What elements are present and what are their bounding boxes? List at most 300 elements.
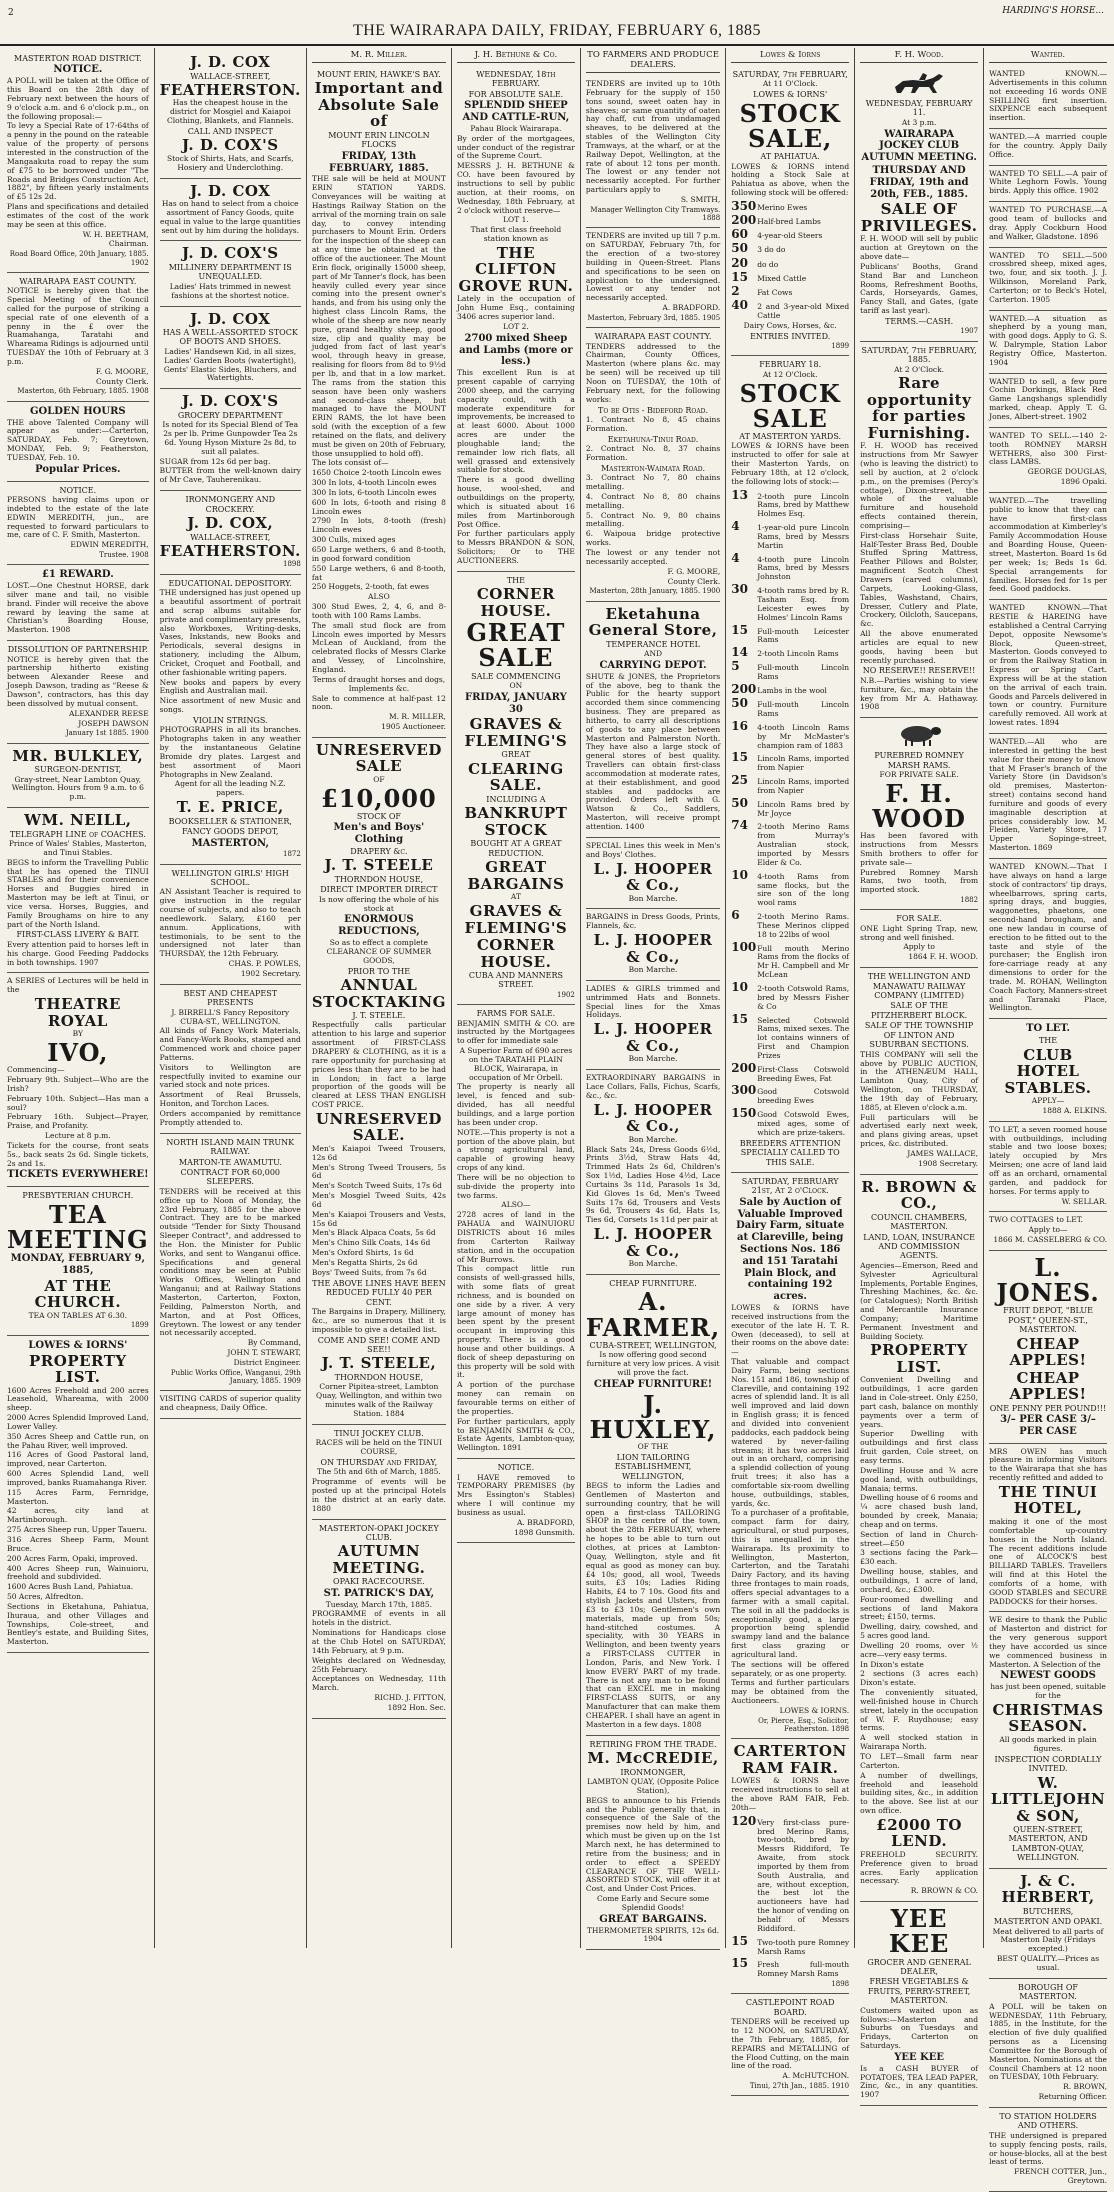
ad-text: LOWES & IORNS. [779, 1705, 850, 1715]
ad-text: 1892 Hon. Sec. [387, 1702, 446, 1712]
ad-text: Full particulars will be advertised early next week, and plans giving areas, upset prices, &c. distributed. [860, 1112, 979, 1149]
ad-text: RICHD. J. FITTON, [374, 1693, 446, 1703]
ad-headline: SALE OF PRIVILEGES. [860, 200, 978, 235]
ad-text: The conveniently situated, well-finished house in Church street, lately in the occupation of W. F. Ruydhouse; easy terms. [860, 1688, 979, 1733]
column-header: J. H. Bethune & Co. [457, 50, 575, 63]
ad-text: NOTICE is hereby given that the Special Meeting of the Council called for the purpose of striking a special rate of one eleventh of a penny in the £ over the Ruamahanga, Taratahi and Whareama Ridings is adjourned until TUESDAY the 10th of February at 3 p.m. [7, 286, 149, 366]
stock-lot [731, 1061, 849, 1084]
ad-text: WAIRARAPA EAST COUNTY. [19, 276, 137, 286]
ad-headline: PROPERTY LIST. [870, 1341, 968, 1376]
ad-headline: CLUB HOTEL STABLES. [1004, 1045, 1092, 1097]
ad-text: Apply to— [1028, 1225, 1068, 1235]
ad-headline: CHEAP FURNITURE! [593, 1378, 713, 1390]
ad-text: That first class freehold station known as [470, 225, 562, 244]
ad-text: 1902 Secretary. [240, 969, 301, 979]
advertisement [312, 66, 446, 738]
stock-lot [731, 1814, 849, 1934]
lot-quantity: 200 [731, 682, 757, 697]
advertisement [160, 575, 301, 865]
ad-text: Public Works Office, Wanganui, 29th January, 1885. 1909 [170, 1368, 301, 1386]
lot-description: Full-mouth Leicester Rams [757, 626, 850, 645]
ad-text: WEDNESDAY, FEBRUARY 11. [865, 98, 973, 118]
advertisement [989, 859, 1107, 1019]
lot-description: Lincoln Rams bred by Mr Joyce [757, 799, 850, 818]
ad-text: Masterton, February 3rd, 1885. 1905 [587, 313, 721, 322]
lot-quantity: 15 [731, 1011, 748, 1026]
ad-text: Programme of events will be posted up at the principal Hotels in the district at an early date. 1880 [311, 1477, 446, 1513]
ad-text: The sections will be offered separately, or as one property. [731, 1659, 850, 1678]
ad-text: Plans and specifications and detailed estimates of the cost of the work may be seen at this office. [7, 202, 149, 229]
page-number: 2 [8, 8, 14, 18]
ad-text: THE undersigned has just opened up a beautiful assortment of portrait and scrap albums suitable for private and complimentary presents, also Workboxes, Writing-desks, Vases, Inkstands, new Books and Periodicals, several designs in stationery, including the Album, Cricket, Croquet and Football, and other fashionable writing papers. [159, 588, 301, 677]
ad-text: 1905 Auctioneer. [381, 722, 446, 732]
advertisement [989, 2108, 1107, 2192]
ad-headline: FEATHERSTON. [159, 80, 301, 99]
advertisement [7, 744, 149, 808]
ad-text: has just been opened, suitable for the [990, 1682, 1106, 1701]
ad-text: Masterton, 28th January, 1885. 1900 [589, 587, 721, 596]
ad-text: Tinui, 27th Jan., 1885. 1910 [749, 2082, 850, 2091]
ad-headline: THE TINUI HOTEL, [998, 1482, 1098, 1518]
ad-text: M. R. MILLER, [388, 712, 446, 722]
ad-text: A SERIES of Lectures will be held in the [7, 976, 149, 995]
ad-headline: 3/– PER CASE 3/– PER CASE [1000, 1414, 1096, 1437]
ad-headline: L. J. HOOPER & Co., [593, 1225, 713, 1260]
column-6 [726, 48, 855, 2091]
ad-text: BEGS to inform the Ladies and Gentlemen of Masterton and surrounding country, that he will open a first-class TAILORING SHOP in the centre of the town, about the 28th FEBRUARY, where he hopes to be able to turn out clothes, at prices at Lambton-Quay, Wellington, style and fit equal as good as money can buy. £4 10s; good, all wool, Tweeds suits, £3 10s; Ladies Riding Habits, £4 to 7 10s. Good fits and stylish Jackets and Ulsters, from £3 to £3 10s; Gentlemen's own materials, made up from 50s; hand-stitched costumes. A speciality, with 30 YEARS in Wellington, and been twenty years a FIRST-CLASS CUTTER in London, Paris, and New York. I know EVERY PART of my trade. There is not any man to be found that can EXCEL me in making FIRST-CLASS SUITS, or any Manufacturer that can make them CHEAPER. I shall have an agent in Masterton in a few days. 1808 [585, 1481, 721, 1729]
ad-text: LOWES & IORNS have been instructed to offer for sale at their Masterton Yards, on February 18th, at 12 o'clock, the following lots of stock:— [731, 441, 850, 486]
advertisement [586, 602, 720, 838]
ad-text: LAND, LOAN, INSURANCE AND COMMISSION AGENTS. [863, 1232, 975, 1261]
ad-text: 1888 A. ELKINS. [1042, 1105, 1107, 1115]
ad-text: SALE OF THE TOWNSHIP OF LINTON AND SUBURBAN SECTIONS. [864, 1021, 974, 1050]
advertisement [312, 1520, 446, 1719]
ad-text: THE ABOVE LINES HAVE BEEN REDUCED FULLY 40 PER CENT. [312, 1278, 446, 1307]
ad-text: ALEXANDER REESE [69, 708, 149, 718]
lot-description: 4-tooth rams bred by R. Tasham Esq. from Leicester ewes by Holmes' Lincoln Rams [757, 586, 850, 622]
ad-text: Nice assortment of new Music and songs. [159, 696, 301, 715]
advertisement [7, 808, 149, 973]
ad-headline: STOCK SALE, [739, 98, 841, 153]
ad-text: AT [510, 892, 521, 902]
lot-description: 1-year-old pure Lincoln Rams, bred by Messrs Martin [757, 523, 850, 550]
ad-headline: Important and Absolute Sale of [314, 79, 444, 131]
ad-headline: R. BROWN & CO., [861, 1177, 977, 1213]
stock-lot [731, 818, 849, 867]
ad-text: Agent for all the leading N.Z. papers. [174, 779, 286, 798]
ad-text: 1600 Acres Bush Land, Pahiatua. [7, 1582, 134, 1592]
ad-headline: STOCK SALE [739, 378, 841, 433]
ad-text: Nominations for Handicaps close at the Club Hotel on SATURDAY, 14th February, at 9 p.m. [311, 1628, 446, 1655]
ad-text: 1908 Secretary. [918, 1158, 979, 1168]
ad-text: 1898 Gunsmith. [514, 1527, 575, 1537]
ad-headline: L. J. HOOPER & Co., [593, 931, 713, 966]
ad-text: 2000 Acres Splendid Improved Land, Lower Valley. [7, 1413, 149, 1431]
ad-text: 400 Acres Sheep run, Wainuioru, freehold and subdivided. [7, 1563, 149, 1582]
ad-text: SALE COMMENCING [471, 671, 561, 681]
ad-text: WALLACE-STREET, [190, 71, 271, 81]
ad-headline: £2000 TO LEND. [876, 1815, 962, 1851]
ad-text: 1896 Opaki. [1060, 477, 1107, 487]
ad-headline: PROPERTY LIST. [29, 1351, 127, 1386]
lot-quantity: 15 [731, 1933, 748, 1948]
ad-text: Manager Wellington City Tramways. 1888 [590, 205, 721, 223]
ad-text: Sections in Eketahuna, Pahiatua, Ihuraua, and other Villages and Townships, Cole-street, and Bentley's estate, and Building Sites, Masterton. [7, 1601, 149, 1647]
stock-lot [731, 241, 849, 255]
ad-headline: SPLENDID SHEEP AND CATTLE-RUN, [462, 100, 570, 124]
ad-text: 550 Large wethers, 6 and 8-tooth, fat [311, 563, 446, 582]
ad-text: S. SMITH, [680, 195, 721, 204]
ad-text: F. H. WOOD will sell by public auction at Greytown on the above date— [860, 234, 979, 262]
ad-text: BREEDERS ATTENTION SPECIALLY CALLED TO THIS SALE. [739, 1138, 841, 1167]
advertisement [860, 968, 978, 1174]
lot-quantity: 50 [731, 241, 748, 256]
ad-headline: J. D. COX'S [181, 136, 279, 155]
ad-headline: J. HUXLEY, [589, 1389, 717, 1444]
ad-text: TEMPERANCE HOTEL [606, 639, 700, 649]
ad-text: JOHN T. STEWART, [227, 1348, 301, 1358]
ad-text: PROGRAMME of events in all hotels in the district. [311, 1609, 446, 1628]
ad-text: SATURDAY, FEBRUARY 21st, At 2 o'Clock. [741, 1176, 839, 1196]
ad-headline: F. H. WOOD [872, 778, 966, 834]
ad-text: A. BRADFORD. [662, 303, 721, 313]
ad-text: MRS OWEN has much pleasure in informing Visitors to the Wairarapa that she has recently refitted and added to [989, 1446, 1107, 1483]
ad-text: Bon Marche. [628, 1134, 678, 1144]
ad-headline: UNRESERVED SALE. [315, 1109, 442, 1145]
ad-text: CHAS. P. POWLES, [228, 959, 301, 969]
ad-text: Superior Dwelling with outbuildings and first class fruit garden, Cole street, on easy terms. [860, 1429, 979, 1466]
ad-text: Is noted for its Special Blend of Tea 2s per lb. Prime Gunpowder Tea 2s 6d. Young Hyson Mixture 2s 8d, to suit all palates. [162, 420, 299, 456]
ad-text: Boys' Tweed Suits, from 7s 6d [311, 1267, 427, 1277]
ad-text: 1600 Acres Freehold and 200 acres Leasehold, Whareama, with 2000 sheep. [7, 1385, 149, 1413]
ad-text: Bon Marche. [628, 1054, 678, 1064]
lot-quantity: 50 [731, 696, 748, 711]
ad-headline: Sale by Auction of Valuable Improved Dairy Farm, situate at Clareville, being Sections Nos. 186 and 151 Taratahi Plain Block, and containing 192 acres. [736, 1196, 845, 1303]
ad-text: Bon Marche. [628, 1259, 678, 1269]
ad-headline: ST. PATRICK'S DAY, [323, 1587, 435, 1599]
ad-text: GROCERY DEPARTMENT [177, 410, 283, 420]
ad-text: 1882 [960, 896, 979, 905]
ad-text: WELLINGTON GIRLS' HIGH SCHOOL. [171, 868, 289, 887]
ad-text: MASTERTON ROAD DISTRICT. [14, 54, 142, 63]
advertisement [989, 202, 1107, 247]
ad-text: FEBRUARY 18. [759, 360, 822, 370]
ad-text: By Command, [247, 1338, 301, 1348]
ad-text: F. H. WOOD has received instructions from Mr Sawyer (who is leaving the district) to sell by auction, at 2 o'clock p.m., on the premises (Percy's cottage), Dixon-street, the whole of the valuable furniture and household effects contained therein, comprising— [860, 441, 979, 530]
ad-text: LION TAILORING ESTABLISHMENT, WELLINGTON, [614, 1452, 692, 1481]
ad-text: LAMBTON QUAY, (Opposite Police Station), [587, 1777, 719, 1795]
ad-headline: UNRESERVED SALE [315, 740, 442, 776]
ad-text: AT PAHIATUA. [760, 152, 820, 162]
ad-text: IRONMONGER, [620, 1767, 686, 1777]
lot-description: 2-tooth Lincoln Rams [757, 649, 839, 659]
ad-text: CALL AND INSPECT [187, 126, 273, 136]
ad-text: Men's Kaiapoi Trousers and Vests, 15s 6d [311, 1209, 446, 1228]
lot-quantity: 150 [731, 1106, 757, 1121]
ad-headline: M. McCREDIE, [587, 1749, 719, 1768]
ad-headline: FEATHERSTON. [159, 541, 301, 560]
stock-lot [731, 980, 849, 1012]
ad-text: Tickets for the course, front seats 5s., back seats 2s 6d. Single tickets, 2s and 1s. [7, 1140, 149, 1168]
lot-description: Lincoln Rams, imported from Napier [757, 754, 850, 773]
ad-text: 5. Contract No. 9, 80 chains metalling. [585, 510, 721, 529]
lot-description: Lambs in the wool [757, 686, 827, 696]
ad-text: TERMS.—CASH. [885, 316, 954, 326]
ad-text: The lots consist of— [311, 458, 389, 468]
ad-headline: J. D. COX [190, 53, 271, 71]
ad-headline: WM. NEILL, [24, 811, 132, 830]
ad-text: Lately in the occupation of John Hume Esq., containing 3406 acres superior land. [456, 294, 575, 322]
ad-text: FRENCH COTTER, Jun., Greytown. [1014, 2167, 1107, 2186]
advertisement [457, 572, 575, 1005]
ad-text: A. BRADFORD, [516, 1517, 575, 1527]
lot-quantity: 25 [731, 773, 748, 788]
ad-text: 42 acres, city land at Martinborough. [7, 1506, 149, 1525]
ad-text: 650 Large wethers, 6 and 8-tooth, in good forward condition [311, 545, 446, 563]
ad-text: NORTH ISLAND MAIN TRUNK RAILWAY. [166, 1137, 295, 1157]
ad-text: Tuesday, March 17th, 1885. [325, 1599, 432, 1609]
ad-text: February 16th. Subject—Prayer, Praise, and Profanity. [7, 1112, 149, 1131]
advertisement [731, 66, 849, 356]
lot-quantity: 50 [731, 795, 748, 810]
ad-text: ON THURSDAY and FRIDAY, [320, 1457, 438, 1467]
ad-text: BEST AND CHEAPEST PRESENTS [183, 988, 278, 1008]
stock-lot [731, 488, 849, 520]
column-header: Wanted. [989, 50, 1107, 63]
advertisement [160, 389, 301, 491]
ad-text: Prince of Wales' Stables, Masterton, and Tinui Stables. [8, 839, 147, 857]
ad-text: Four-roomed dwelling and sections of land Makora street; £150, terms. [860, 1594, 979, 1622]
ad-headline: CARTERTON RAM FAIR. [733, 1742, 847, 1777]
ad-text: WANTED KNOWN.—That RESTIE & HAREING have established a Central Carrying Depot, opposite Newsome's Block, Queen-street, Masterton. Goods conveyed to or from the Railway Station in Express or Spring Cart. Express will be at the station on the arrival of each train. Goods and Parcels delivered in town or country. Furniture carefully removed. All work at lowest rates. 1894 [989, 603, 1107, 728]
ad-text: ONE PENNY PER POUND!!! [989, 1403, 1107, 1413]
ad-text: 300 In lots, 4-tooth Lincoln ewes [311, 478, 437, 488]
stock-lot [731, 213, 849, 227]
ad-headline: THURSDAY AND FRIDAY, 19th and 20th, FEB., 1885. [869, 164, 969, 200]
lot-quantity: 120 [731, 1813, 757, 1828]
ad-text: BARGAINS in Dress Goods, Prints, Flannels, &c. [585, 912, 721, 931]
ad-text: LOST.—One Chestnut HORSE, dark silver mane and tail, no visible brand. Finder will receive the above reward by leaving the same at Christian's Boarding House, Masterton. 1908 [7, 581, 149, 635]
ad-text: BOOKSELLER & STATIONER, [168, 816, 292, 826]
lot-quantity: 4 [731, 550, 740, 565]
ad-text: District Engineer. [233, 1357, 301, 1367]
advertisement [860, 718, 978, 910]
lot-description: Very first-class pure-bred Merino Rams, two-tooth, bred by Messrs Riddiford, Te Awaite, from stock imported by them from South Australia, and are, without exception, the best lot the auctioneers have had the honor of vending on behalf of Messrs Riddiford. [757, 1817, 850, 1933]
advertisement [586, 1736, 720, 1951]
ad-text: VIOLIN STRINGS. [192, 715, 268, 725]
ad-text: APPLY— [1031, 1096, 1065, 1106]
ad-headline: CHEAP APPLES! [1009, 1368, 1087, 1404]
lot-description: Good Cotswold Ewes, mixed ages, some of which are prize-takers. [757, 1110, 850, 1137]
lot-quantity: 200 [731, 213, 757, 228]
advertisement [989, 1122, 1107, 1213]
ad-text: A POLL will be taken on WEDNESDAY, 11th February, 1885, in the Institute, for the election of five duly qualified persons as a Licensing Committee for the Borough of Masterton. Nominations at the Council Chambers at 12 noon on TUESDAY, 10th February. [989, 2001, 1107, 2082]
ad-text: EDWIN MEREDITH, [70, 540, 149, 550]
ad-headline: W. LITTLEJOHN & SON, [990, 1773, 1106, 1825]
ad-text: Visitors to Wellington are respectfully invited to examine our varied stock and note prices. [159, 1062, 301, 1090]
ad-text: TO STATION HOLDERS AND OTHERS. [999, 2112, 1097, 2131]
lot-quantity: 13 [731, 487, 748, 502]
ad-text: Men's Scotch Tweed Suits, 17s 6d [311, 1181, 442, 1191]
ad-text: Trustee. 1908 [99, 551, 149, 560]
ad-text: MARTON-TE AWAMUTU. [178, 1157, 282, 1167]
advertisement [160, 50, 301, 179]
stock-lot [731, 645, 849, 659]
ad-text: SUGAR from 12s 6d per bag. [159, 456, 271, 466]
ad-text: TWO COTTAGES to LET. [989, 1215, 1083, 1225]
ad-text: 316 Acres Sheep Farm, Mount Bruce. [7, 1535, 149, 1553]
ad-text: 300 In lots, 6-tooth Lincoln ewes [311, 487, 437, 497]
ad-text: WANTED.—A married couple for the country. Apply Daily Office. [989, 132, 1107, 159]
ad-text: ONE Light Spring Trap, new, strong and well finished. [860, 923, 979, 942]
ad-text: TO LET, a seven roomed house with outbuildings, including stable and two loose boxes; lately occupied by Mrs Meirsen; one acre of land laid off as an orchard, ornamental garden, and paddock for horses. For terms apply to [989, 1124, 1107, 1196]
ad-headline: THEATRE ROYAL [34, 995, 121, 1030]
ad-text: Bon Marche. [628, 893, 678, 903]
ad-text: GEORGE DOUGLAS, [1027, 467, 1107, 477]
ad-text: Orders accompanied by remittance Promptly attended to. [159, 1109, 301, 1127]
ad-text: F. G. MOORE, [667, 566, 721, 576]
ad-text: 1902 [557, 990, 575, 999]
ad-text: Is now offering the whole of his stock at [318, 894, 439, 913]
ad-text: THE sale will be held at MOUNT ERIN STATION YARDS. Conveyances will be waiting at Hastings Railway Station on the arrival of the morning train on sale day, to convey intending purchasers to Mount Erin. Orders for the inspection of the sheep can at any time be obtained at the office of the auctioneer. The Mount Erin flock, originally 15000 sheep, part of Mr Tanner's flock, has been heavily culled every year since coming into the present owner's hands, and from his using only the highest class Lincoln Rams, the whole of the sheep are now nearly pure, grand healthy sheep, good size, clip and quality may be judged from fact of last year's wool, through heavy in grease, realising for floors from 8d to 9½d per lb, and that in a low market. The rams from the station this season have been only washers and second-class sheep, but managed to have the MOUNT ERIN RAMS, the lot have been sold (with the exception of a few retained on the flats, and delivery must be given on 20th of February, those unsupplied to hold off). [311, 174, 446, 458]
ad-text: 2 sections (3 acres each) Dixon's estate. [860, 1669, 979, 1688]
advertisement [160, 865, 301, 985]
ad-text: Dwelling, dairy, cowshed, and 5 acres good land. [860, 1622, 979, 1641]
ad-text: 300 Culls, mixed ages [311, 535, 396, 545]
ad-text: Eketahuna-Tinui Road. [607, 434, 699, 444]
lot-quantity: 14 [731, 645, 748, 660]
ad-text: January 1st 1885. 1900 [65, 729, 149, 738]
ad-text: PRESBYTERIAN CHURCH. [22, 1191, 134, 1201]
ad-text: A Superior Farm of 690 acres on the TARATAHI PLAIN BLOCK, Wairarapa, in occupation of Mr Orbell. [459, 1046, 573, 1082]
lot-description: 2-tooth Merino Rams. These Merinos clipped 18 to 22lbs of wool [757, 912, 850, 939]
ad-text: Dwelling House and ¾ acre good land, with outbuildings, Manaia; terms. [860, 1465, 979, 1493]
ad-text: 300 Stud Ewes, 2, 4, 6, and 8-tooth with 100 Rams Lambs. [311, 602, 446, 620]
ad-headline: YEE KEE [888, 1904, 950, 1959]
advertisement [586, 838, 720, 910]
ad-text: BENJAMIN SMITH & CO. are instructed by the Mortgagees to offer for immediate sale [456, 1018, 575, 1046]
ad-text: Men's Chino Silk Coats, 14s 6d [311, 1238, 431, 1248]
ad-text: LOT 2. [503, 321, 529, 331]
ad-text: The small stud flock are from Lincoln ewes imported by Messrs McLean of Auckland, from the celebrated flocks of Messrs Clarke and Vessey, of Lincolnshire, England. [311, 620, 446, 674]
ad-text: 1898 [283, 560, 301, 569]
lot-quantity: 16 [731, 718, 748, 733]
ad-text: SHUTE & JONES, the Proprietors of the above, beg to thank the Public for the hearty support accorded them since commencing business. They are prepared as hitherto, to carry all descriptions of goods to any place between Masterton and Palmerston North. They have also a large stock of general stores of best quality. Travellers can obtain first-class accommodation at moderate rates, at their establishment, and good stables and paddocks are provided. Orders left with G. Watson & Co., Saddlers, Masterton, will receive prompt attention. 1400 [585, 671, 721, 832]
lot-quantity: 300 [731, 1083, 757, 1098]
ad-text: MILLINERY DEPARTMENT IS UNEQUALLED. [168, 262, 292, 282]
lot-quantity: 20 [731, 255, 748, 270]
ad-text: QUEEN-STREET, MASTERTON, AND LAMBTON-QUAY, WELLINGTON. [1008, 1825, 1088, 1863]
ad-text: 1898 [831, 1980, 850, 1989]
lot-description: Half-bred Lambs [757, 217, 821, 227]
ad-text: First-class Horsehair Suite, Half-Tester Brass Bed, Double Stuffed Spring Mattress, Feather Pillows and Bolster, magnificent Scotch Chest Drawers (carved columns), Carpets, Looking-Glass, Tables, Washstand, Chairs, Dresser, Cutlery and Plate, Crockery, Oilcloth, Saucepans, &c. [860, 530, 979, 629]
ad-text: EXTRAORDINARY BARGAINS in Lace Collars, Falls, Fichus, Scarfs, &c., &c. [585, 1073, 721, 1100]
ad-headline: Popular Prices. [35, 463, 121, 475]
ad-text: ALSO [368, 592, 390, 602]
lot-description: 2 and 3-year-old Mixed Cattle [757, 302, 850, 320]
lot-description: 4-tooth pure Lincoln Rams, bred by Messrs Johnston [757, 554, 850, 582]
advertisement [989, 1979, 1107, 2108]
lot-quantity: 15 [731, 269, 748, 284]
column-3 [307, 48, 452, 1948]
ad-text: Is now offering good second furniture at very low prices. A visit will prove the fact. [586, 1350, 720, 1377]
ad-text: Pahau Block Wairarapa. [470, 123, 562, 133]
ad-text: 1899 [130, 1321, 149, 1330]
ad-headline: GREAT BARGAINS. [599, 1913, 707, 1925]
ad-text: WANTED TO SELL.—140 2-tooth ROMNEY MARSH WETHERS, also 300 First-class LAMBS. [989, 430, 1107, 467]
ad-headline: GRAVES & FLEMING'S [464, 715, 568, 750]
ad-text: Customers waited upon as follows:—Masterton and Suburbs on Tuesdays and Fridays, Carterton on Saturdays. [860, 2005, 979, 2051]
ad-text: W. SELLAR. [1061, 1196, 1107, 1206]
ad-headline: J. T. STEELE, [321, 1354, 437, 1373]
ad-text: LOWES & IORNS' [753, 90, 828, 100]
ad-text: TELEGRAPH LINE of COACHES. [9, 829, 146, 839]
ad-text: 350 Acres Sheep and Cattle run, on the Pahau River, well improved. [7, 1431, 149, 1450]
ad-text: County Clerk. [667, 576, 721, 586]
ad-text: RACES will be held on the TINUI COURSE, [315, 1438, 443, 1457]
ad-text: WAIRARAPA EAST COUNTY. [594, 332, 712, 342]
ad-headline: CARRYING DEPOT. [599, 659, 707, 671]
ad-text: Men's Black Alpaca Coats, 5s 6d [311, 1228, 436, 1238]
ad-text: 275 Acres Sheep run, Upper Taueru. [7, 1525, 147, 1535]
ad-text: So as to effect a complete CLEARANCE OF SUMMER GOODS, [326, 938, 432, 965]
advertisement [989, 1212, 1107, 1251]
ad-text: Or, Pierce, Esq., Solicitor, Featherston. 1898 [758, 1716, 850, 1734]
ad-text: TENDERS will be received up to 12 NOON, on SATURDAY, the 7th February, 1885, for REPAIRS and METALLING of the Flood Cutting, on the main line of the road. [731, 2017, 850, 2071]
lot-quantity: 60 [731, 227, 748, 242]
ad-headline: YEE KEE [894, 2051, 944, 2063]
ad-text: THE [506, 575, 525, 585]
ad-text: At 2 O'Clock. [894, 364, 945, 374]
stock-lot [731, 551, 849, 583]
ad-text: FOR ABSOLUTE SALE. [468, 89, 564, 99]
lot-description: 3 do do [757, 245, 786, 255]
ad-text: Come Early and Secure some Splendid Goods! [596, 1894, 710, 1912]
ad-text: FIRST-CLASS LIVERY & BAIT. [16, 930, 140, 940]
column-8 [984, 48, 1112, 2186]
lot-description: Merino Ewes [757, 202, 808, 212]
ad-text: COME AND SEE! COME AND SEE!! [317, 1335, 441, 1354]
advertisement [7, 1187, 149, 1336]
ad-headline: 2700 mixed Sheep and Lambs (more or less.) [459, 332, 573, 368]
woodcut-illustration [860, 721, 978, 750]
ad-text: BY [72, 1029, 83, 1039]
ad-text: SATURDAY, 7th FEBRUARY, [732, 70, 848, 80]
stock-lot [731, 1106, 849, 1138]
ad-text: 200 Acres Farm, Opaki, improved. [7, 1553, 138, 1563]
stock-lot [731, 1083, 849, 1106]
ad-text: Section of land in Church-street—£50 [860, 1529, 979, 1548]
ad-text: IRONMONGERY AND CROCKERY. [185, 495, 276, 514]
ad-text: 1864 F. H. WOOD. [908, 952, 979, 962]
ad-text: BUTCHERS, [1022, 1906, 1074, 1916]
ad-headline: FRIDAY, 13th FEBRUARY, 1885. [328, 150, 429, 174]
ad-text: NO RESERVE!! RESERVE!! [862, 666, 976, 676]
ad-text: Gray-street, Near Lambton Quay, Wellington. Hours from 9 a.m. to 6 p.m. [11, 774, 144, 802]
lot-quantity: 350 [731, 198, 757, 213]
lot-quantity: 100 [731, 939, 757, 954]
ad-headline: GREAT SALE [466, 618, 566, 673]
ad-text: NOTICE. [497, 1463, 535, 1473]
advertisement [160, 307, 301, 390]
ad-text: CHEAP FURNITURE. [609, 1278, 697, 1288]
ad-text: Chairman. [108, 239, 149, 249]
lot-description: Good Cotswold breeding Ewes [757, 1087, 850, 1106]
ad-text: Respectfully calls particular attention to his large and superior assortment of FIRST-CLASS DRAPERY & CLOTHING, as it is a rare opportunity for purchasing at prices less than they are to be had in London; in fact a large proportion of the goods will be cleared at LESS THAN ENGLISH COST PRICE. [311, 1020, 446, 1110]
advertisement [860, 66, 978, 342]
lot-description: Selected Cotswold Rams, mixed sexes. The lot contains winners of First and Champion Prizes [757, 1015, 850, 1060]
advertisement [586, 1275, 720, 1736]
